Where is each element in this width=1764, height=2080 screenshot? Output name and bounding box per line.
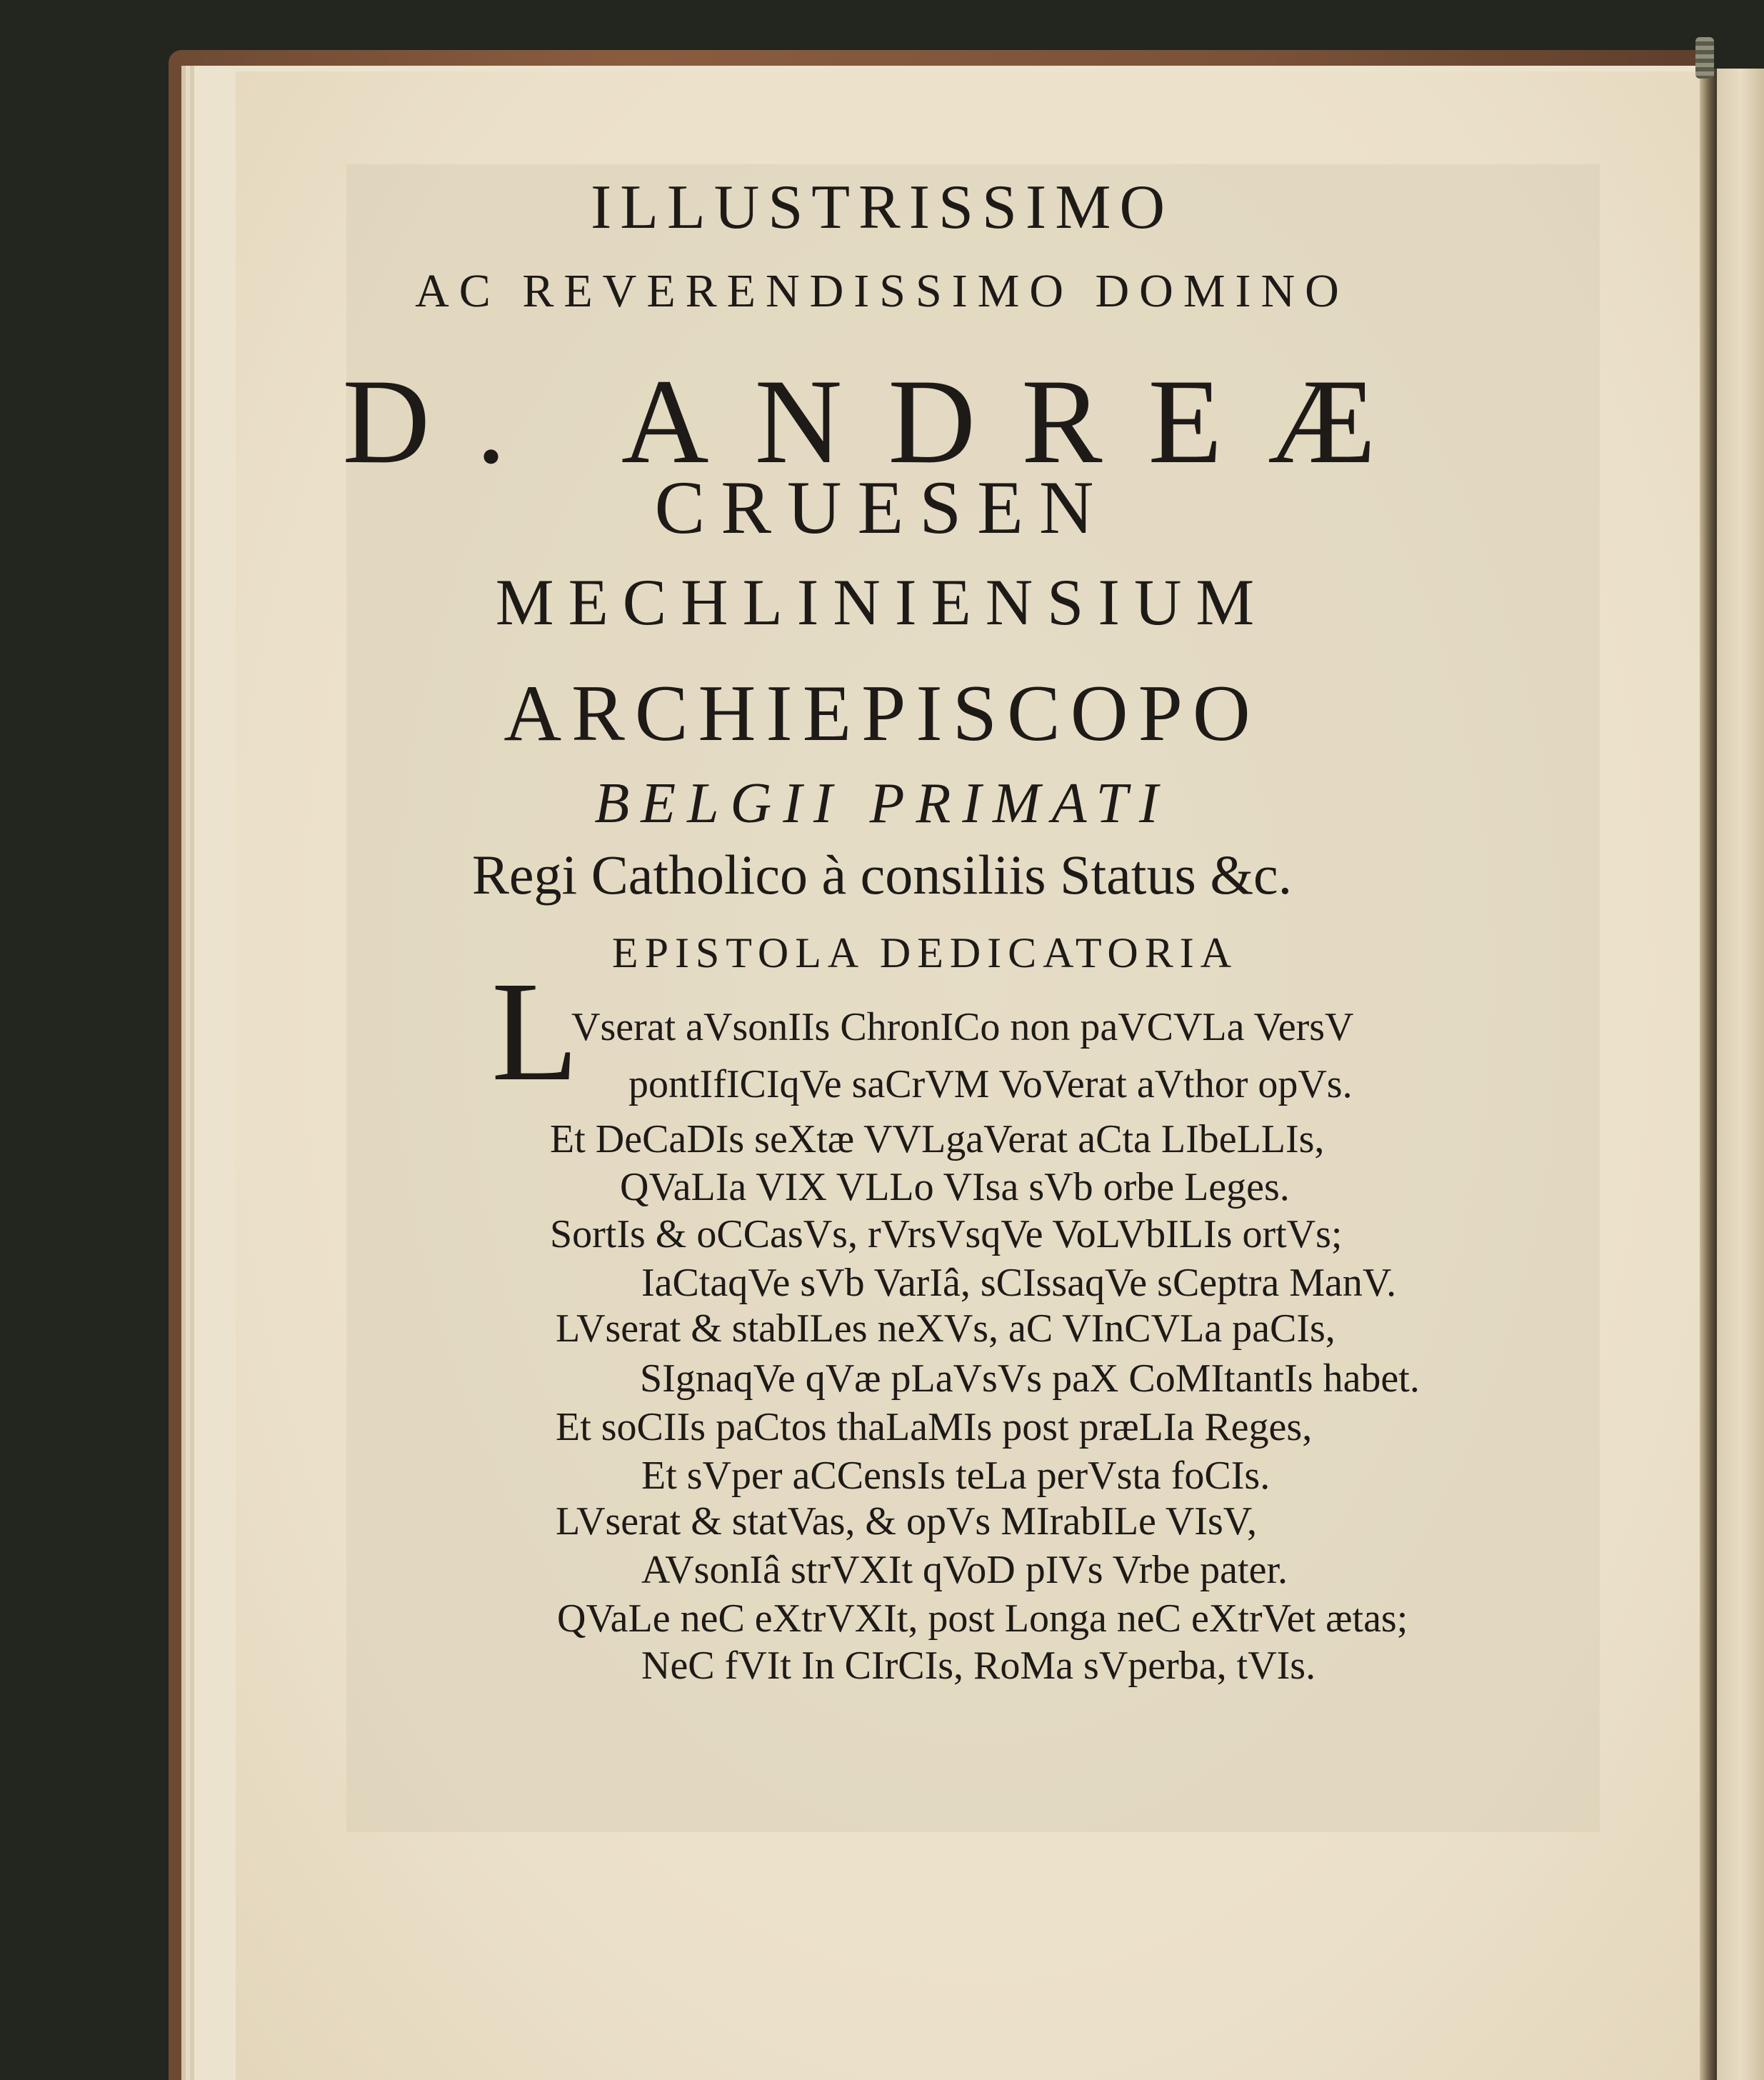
title-line-council: Regi Catholico à consiliis Status &c. — [471, 844, 1293, 906]
verse-line: pontIfICIqVe saCrVM VoVerat aVthor opVs. — [628, 1062, 1353, 1106]
title-line-diocese: MECHLINIENSIUM — [495, 566, 1269, 639]
title-line-surname: CRUESEN — [654, 466, 1110, 549]
title-line-office: ARCHIEPISCOPO — [503, 669, 1261, 758]
verse-line: QVaLe neC eXtrVXIt, post Longa neC eXtrVet ætas; — [557, 1596, 1408, 1641]
title-line-reverendissimo: AC REVERENDISSIMO DOMINO — [415, 265, 1349, 317]
verse-line: Et DeCaDIs seXtæ VVLgaVerat aCta LIbeLLIs, — [550, 1117, 1325, 1161]
verse-line: SortIs & oCCasVs, rVrsVsqVe VoLVbILIs ortVs; — [550, 1212, 1343, 1256]
verse-line: IaCtaqVe sVb VarIâ, sCIssaqVe sCeptra ManV. — [641, 1261, 1397, 1305]
verse-line: Vserat aVsonIIs ChronICo non paVCVLa VersV — [571, 1005, 1354, 1049]
section-heading: EPISTOLA DEDICATORIA — [611, 929, 1238, 976]
verse-line: LVserat & statVas, & opVs MIrabILe VIsV, — [556, 1499, 1257, 1544]
verse-line: QVaLIa VIX VLLo VIsa sVb orbe Leges. — [620, 1165, 1290, 1209]
title-line-name: D. ANDREÆ — [342, 354, 1422, 489]
drop-capital: L — [491, 953, 579, 1111]
verse-line: SIgnaqVe qVæ pLaVsVs paX CoMItantIs habet. — [640, 1356, 1420, 1401]
verse-line: Et sVper aCCensIs teLa perVsta foCIs. — [641, 1454, 1271, 1498]
binding-thread — [1695, 37, 1714, 79]
verse-line: LVserat & stabILes neXVs, aC VInCVLa paCIs, — [556, 1306, 1335, 1351]
title-line-illustrissimo: ILLUSTRISSIMO — [590, 173, 1174, 242]
verse-line: AVsonIâ strVXIt qVoD pIVs Vrbe pater. — [641, 1548, 1288, 1592]
verse-line: NeC fVIt In CIrCIs, RoMa sVperba, tVIs. — [641, 1644, 1316, 1688]
title-line-primate: BELGII PRIMATI — [594, 772, 1170, 835]
verse-line: Et soCIIs paCtos thaLaMIs post præLIa Reges, — [556, 1405, 1313, 1449]
